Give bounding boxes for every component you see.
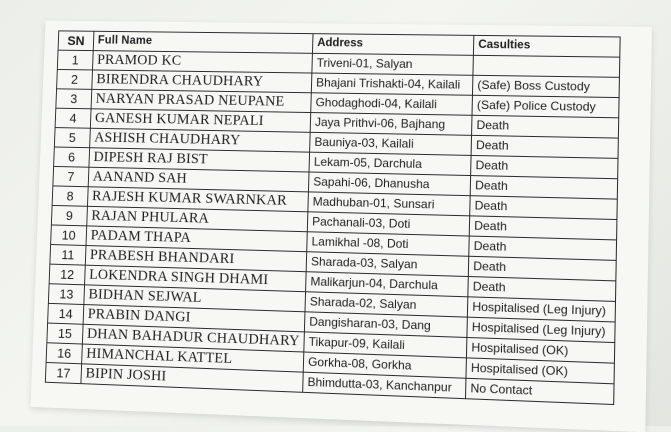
cell-sn: 4 bbox=[55, 108, 91, 128]
cell-casualties: Death bbox=[471, 155, 618, 178]
cell-full-name: DIPESH RAJ BIST bbox=[89, 148, 310, 172]
cell-full-name: LOKENDRA SINGH DHAMI bbox=[85, 265, 307, 292]
cell-casualties: Hospitalised (Leg Injury) bbox=[467, 317, 615, 342]
cell-full-name: HIMANCHAL KATTEL bbox=[82, 344, 304, 372]
cell-full-name: GANESH KUMAR NEPALI bbox=[90, 109, 310, 133]
header-casualties: Casulties bbox=[473, 35, 620, 57]
cell-full-name: BIDHAN SEJWAL bbox=[84, 285, 306, 312]
cell-sn: 15 bbox=[47, 323, 83, 344]
cell-full-name: PRABIN DANGI bbox=[83, 305, 305, 332]
cell-address: Gorkha-08, Gorkha bbox=[303, 352, 466, 378]
cell-sn: 14 bbox=[48, 303, 84, 324]
cell-casualties: Hospitalised (Leg Injury) bbox=[467, 297, 615, 322]
cell-address: Bauniya-03, Kailali bbox=[310, 132, 472, 155]
cell-address: Pachanali-03, Doti bbox=[307, 212, 469, 236]
cell-sn: 13 bbox=[48, 284, 84, 305]
cell-sn: 7 bbox=[53, 166, 89, 186]
cell-address: Madhuban-01, Sunsari bbox=[308, 192, 470, 216]
cell-sn: 5 bbox=[54, 128, 90, 148]
cell-address: Jaya Prithvi-06, Bajhang bbox=[310, 113, 472, 136]
cell-casualties: No Contact bbox=[466, 378, 615, 404]
cell-address: Sharada-02, Salyan bbox=[305, 292, 468, 317]
cell-full-name: PRAMOD KC bbox=[93, 51, 313, 73]
header-full-name: Full Name bbox=[93, 31, 313, 53]
cell-full-name: PRABESH BHANDARI bbox=[85, 246, 307, 272]
cell-address: Ghodaghodi-04, Kailali bbox=[311, 93, 473, 116]
cell-address: Lamikhal -08, Doti bbox=[307, 232, 470, 257]
cell-casualties: Death bbox=[469, 236, 617, 260]
cell-casualties: Death bbox=[470, 176, 617, 200]
header-sn: SN bbox=[58, 31, 94, 51]
cell-full-name: AANAND SAH bbox=[88, 167, 309, 192]
cell-casualties: Death bbox=[470, 196, 618, 220]
header-address: Address bbox=[313, 34, 474, 56]
cell-address: Dangisharan-03, Dang bbox=[304, 312, 467, 338]
cell-full-name: PADAM THAPA bbox=[86, 226, 307, 252]
cell-casualties: Death bbox=[469, 216, 617, 240]
cell-casualties: Death bbox=[468, 256, 616, 281]
cell-address: Lekam-05, Darchula bbox=[309, 152, 471, 175]
cell-sn: 17 bbox=[45, 362, 81, 383]
cell-full-name: RAJESH KUMAR SWARNKAR bbox=[87, 187, 308, 212]
cell-sn: 6 bbox=[54, 147, 90, 167]
casualty-table bbox=[45, 30, 621, 405]
cell-casualties: (Safe) Police Custody bbox=[472, 95, 619, 118]
cell-casualties bbox=[473, 55, 620, 77]
cell-casualties: Death bbox=[468, 277, 616, 302]
cell-full-name: DHAN BAHADUR CHAUDHARY bbox=[82, 324, 304, 352]
cell-sn: 10 bbox=[51, 225, 87, 246]
cell-full-name: NARYAN PRASAD NEUPANE bbox=[91, 89, 311, 112]
cell-sn: 8 bbox=[52, 186, 88, 206]
cell-sn: 16 bbox=[46, 343, 82, 364]
cell-casualties: (Safe) Boss Custody bbox=[473, 75, 620, 97]
cell-full-name: BIPIN JOSHI bbox=[81, 364, 303, 393]
cell-sn: 1 bbox=[57, 50, 93, 70]
cell-sn: 9 bbox=[51, 205, 87, 225]
cell-sn: 2 bbox=[57, 69, 93, 89]
table-body bbox=[45, 50, 620, 404]
cell-address: Bhimdutta-03, Kanchanpur bbox=[303, 372, 466, 399]
cell-full-name: ASHISH CHAUDHARY bbox=[90, 128, 311, 152]
cell-address: Bhajani Trishakti-04, Kailali bbox=[311, 73, 473, 95]
cell-sn: 12 bbox=[49, 264, 85, 285]
document-page bbox=[30, 21, 651, 432]
cell-address: Triveni-01, Salyan bbox=[312, 53, 474, 75]
casualty-table-wrapper bbox=[45, 30, 621, 405]
cell-address: Tikapur-09, Kailali bbox=[304, 332, 467, 358]
cell-address: Sapahi-06, Dhanusha bbox=[309, 172, 471, 196]
cell-address: Sharada-03, Salyan bbox=[306, 252, 469, 277]
cell-full-name: BIRENDRA CHAUDHARY bbox=[92, 70, 312, 93]
cell-address: Malikarjun-04, Darchula bbox=[306, 272, 469, 297]
cell-full-name: RAJAN PHULARA bbox=[87, 206, 308, 231]
cell-casualties: Death bbox=[472, 115, 619, 138]
cell-sn: 11 bbox=[50, 245, 86, 266]
cell-sn: 3 bbox=[56, 89, 92, 109]
cell-casualties: Hospitalised (OK) bbox=[466, 358, 614, 384]
cell-casualties: Hospitalised (OK) bbox=[467, 337, 615, 363]
cell-casualties: Death bbox=[471, 135, 618, 158]
